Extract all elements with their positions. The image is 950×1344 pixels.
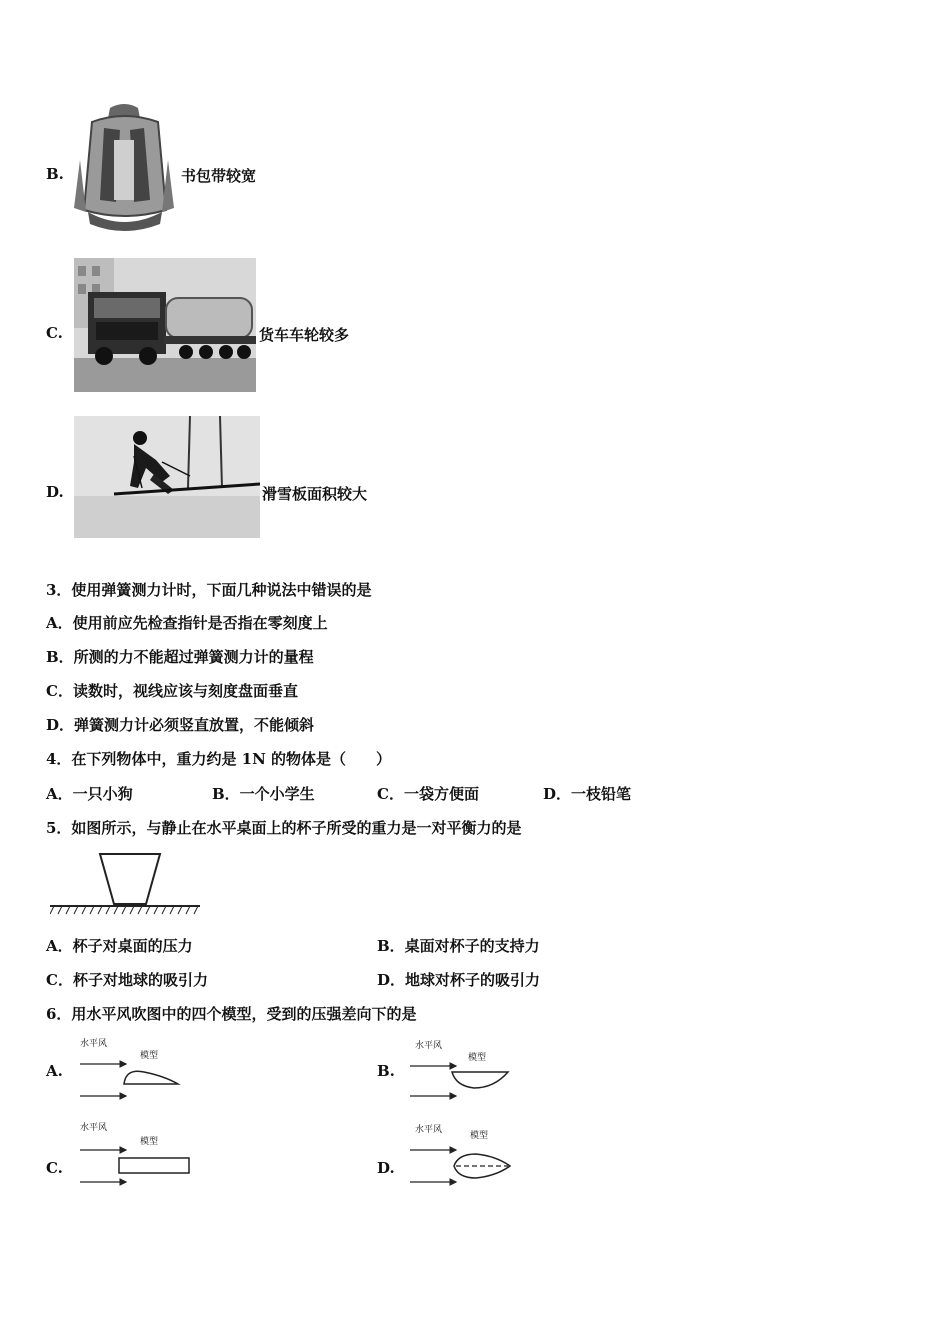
wind-label: 水平风	[80, 1039, 108, 1049]
option-text: 滑雪板面积较大	[262, 485, 368, 503]
option-a[interactable]: A．使用前应先检查指针是否指在零刻度上	[46, 614, 328, 632]
model-b-diagram	[408, 1058, 512, 1102]
option-d[interactable]: D．一枝铅笔	[543, 785, 632, 803]
question-stem: 5．如图所示，与静止在水平桌面上的杯子所受的重力是一对平衡力的是	[46, 819, 522, 837]
option-letter: C.	[46, 1159, 63, 1177]
skier-image	[74, 416, 260, 538]
question-stem: 6．用水平风吹图中的四个模型，受到的压强差向下的是	[46, 1005, 417, 1023]
option-letter: D.	[46, 483, 64, 501]
model-d-diagram	[408, 1142, 516, 1188]
model-label: 模型	[140, 1137, 159, 1147]
option-d[interactable]: D．弹簧测力计必须竖直放置，不能倾斜	[46, 716, 315, 734]
truck-image	[74, 258, 256, 392]
question-stem: 3．使用弹簧测力计时，下面几种说法中错误的是	[46, 581, 372, 599]
option-letter: D.	[377, 1159, 395, 1177]
option-letter: A.	[46, 1062, 63, 1080]
option-text: 书包带较宽	[181, 167, 257, 185]
option-text: 货车车轮较多	[259, 326, 350, 344]
cup-on-table-diagram	[50, 852, 204, 920]
model-label: 模型	[468, 1053, 487, 1063]
model-a-diagram	[78, 1056, 182, 1100]
option-letter: B.	[46, 165, 64, 183]
option-d[interactable]: D．地球对杯子的吸引力	[377, 971, 541, 989]
option-letter: C.	[46, 324, 63, 342]
model-label: 模型	[140, 1051, 159, 1061]
wind-label: 水平风	[415, 1041, 443, 1051]
option-letter: B.	[377, 1062, 395, 1080]
wind-label: 水平风	[415, 1125, 443, 1135]
option-b[interactable]: B．桌面对杯子的支持力	[377, 937, 540, 955]
option-b[interactable]: B．所测的力不能超过弹簧测力计的量程	[46, 648, 314, 666]
option-b[interactable]: B．一个小学生	[212, 785, 315, 803]
option-a[interactable]: A．杯子对桌面的压力	[46, 937, 193, 955]
option-c[interactable]: C．杯子对地球的吸引力	[46, 971, 208, 989]
option-a[interactable]: A．一只小狗	[46, 785, 133, 803]
option-c[interactable]: C．一袋方便面	[377, 785, 479, 803]
question-stem: 4．在下列物体中，重力约是 1N 的物体是（ ）	[46, 750, 392, 768]
backpack-image	[70, 100, 178, 238]
model-label: 模型	[470, 1131, 489, 1141]
model-c-diagram	[78, 1142, 192, 1188]
wind-label: 水平风	[80, 1123, 108, 1133]
option-c[interactable]: C．读数时，视线应该与刻度盘面垂直	[46, 682, 298, 700]
